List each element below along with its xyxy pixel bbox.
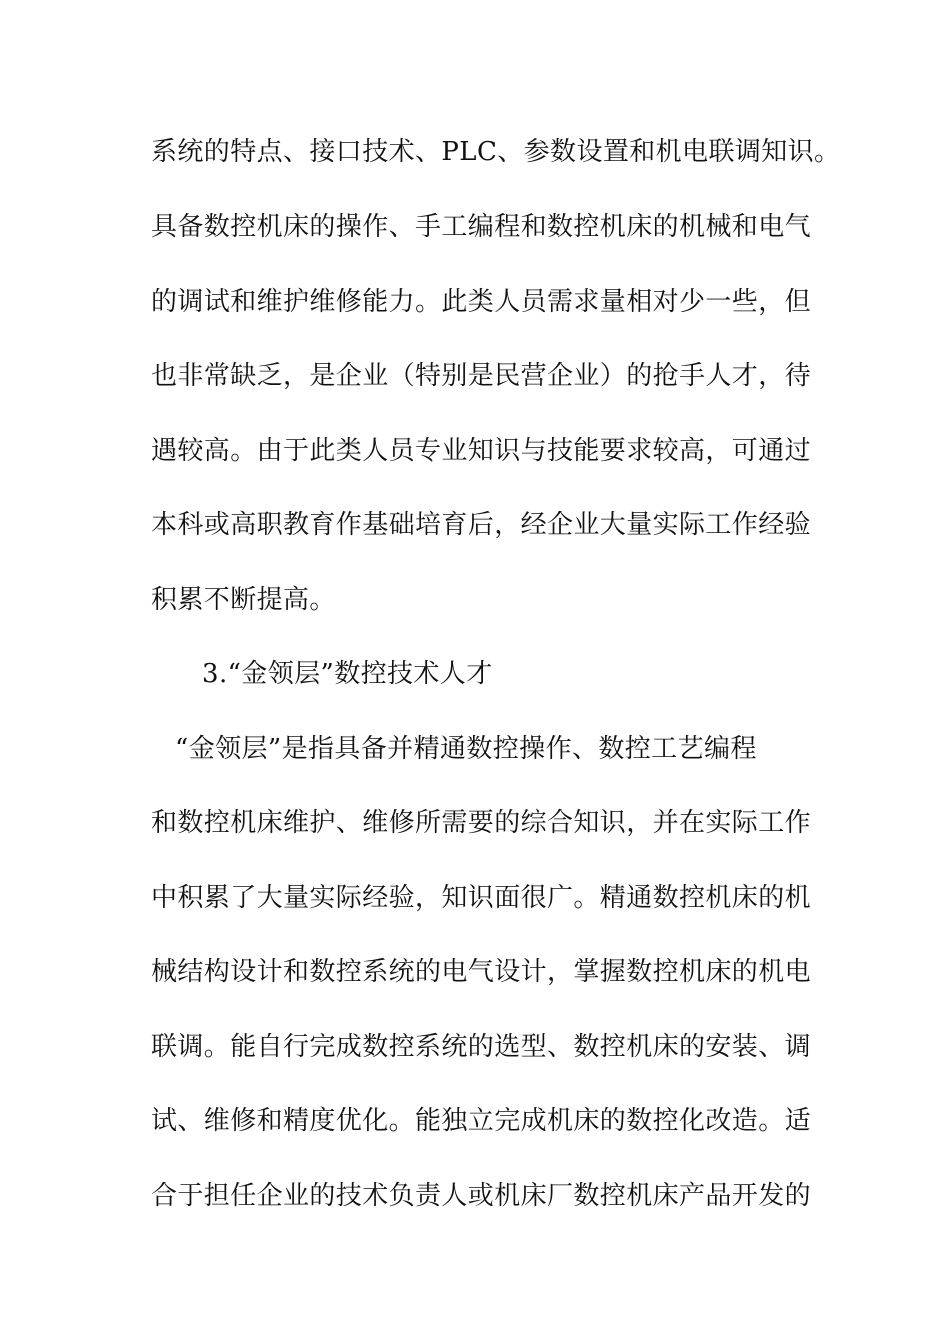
body-text-line: 遇较高。由于此类人员专业知识与技能要求较高，可通过 (151, 436, 812, 466)
body-text-line: 械结构设计和数控系统的电气设计，掌握数控机床的机电 (151, 957, 812, 987)
body-text-line: 也非常缺乏，是企业（特别是民营企业）的抢手人才，待 (151, 361, 812, 391)
body-text-line: 的调试和维护维修能力。此类人员需求量相对少一些，但 (151, 287, 812, 317)
body-text-line: 本科或高职教育作基础培育后，经企业大量实际工作经验 (151, 510, 812, 540)
body-text-line: 试、维修和精度优化。能独立完成机床的数控化改造。适 (151, 1106, 812, 1136)
body-text-line: 具备数控机床的操作、手工编程和数控机床的机械和电气 (151, 212, 812, 242)
body-text-line: “金领层”是指具备并精通数控操作、数控工艺编程 (175, 734, 757, 764)
body-text-line: 和数控机床维护、维修所需要的综合知识，并在实际工作 (151, 808, 812, 838)
body-text-line: 合于担任企业的技术负责人或机床厂数控机床产品开发的 (151, 1181, 812, 1211)
section-heading: 3.“金领层”数控技术人才 (202, 659, 493, 689)
body-text-line: 中积累了大量实际经验，知识面很广。精通数控机床的机 (151, 883, 812, 913)
body-text-line: 系统的特点、接口技术、PLC、参数设置和机电联调知识。 (151, 137, 841, 167)
body-text-line: 联调。能自行完成数控系统的选型、数控机床的安装、调 (151, 1032, 812, 1062)
body-text-line: 积累不断提高。 (151, 585, 336, 615)
